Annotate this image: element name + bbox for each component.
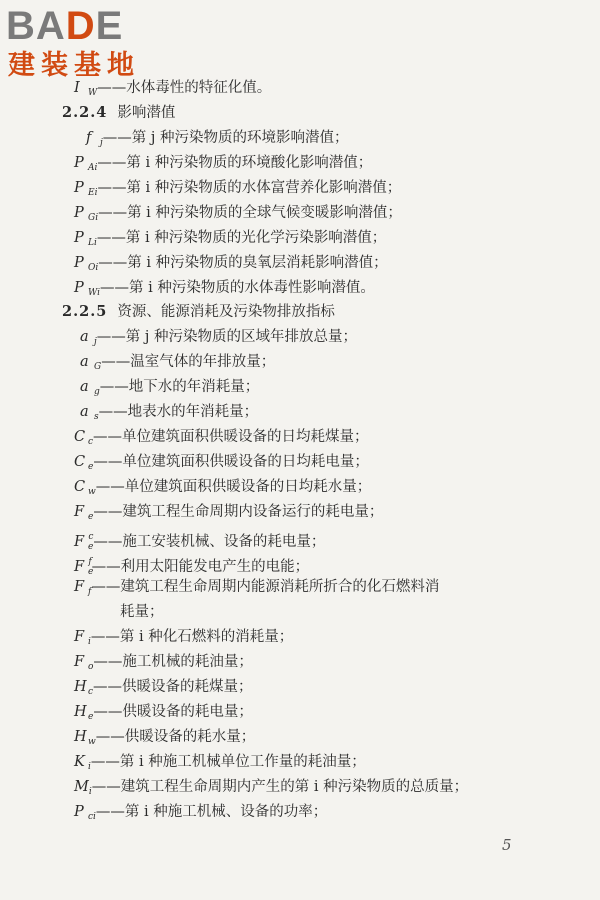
definition-text: ——第 i 种施工机械、设备的功率；	[95, 804, 328, 820]
symbol: f	[86, 130, 92, 146]
section-heading	[62, 302, 335, 322]
symbol: C	[74, 454, 86, 470]
symbol-subscript: i	[88, 762, 91, 772]
definition-line	[74, 178, 401, 203]
definition-text: ——第 i 种污染物质的光化学污染影响潜值；	[96, 230, 387, 246]
symbol: P	[74, 280, 84, 296]
definition-line	[74, 577, 439, 602]
symbol-subscript: g	[94, 387, 100, 397]
definition-text: ——第 j 种污染物质的环境影响潜值；	[102, 130, 349, 146]
definition-line	[80, 377, 259, 402]
symbol-subscript: w	[88, 737, 96, 747]
definition-text: ——利用太阳能发电产生的电能；	[91, 559, 310, 575]
definition-line	[74, 677, 253, 702]
section-title: 影响潜值	[117, 105, 176, 121]
page-number: 5	[502, 836, 512, 854]
symbol-subscript: i	[88, 637, 91, 647]
symbol: a	[80, 329, 89, 345]
symbol-subscript: j	[100, 138, 103, 148]
symbol: F	[74, 654, 85, 670]
definition-line	[74, 228, 386, 253]
definition-text: ——第 i 种污染物质的水体富营养化影响潜值；	[97, 180, 402, 196]
logo-wordmark: BADE	[6, 4, 124, 48]
symbol: K	[74, 754, 85, 770]
definition-text: ——施工安装机械、设备的耗电量；	[93, 534, 326, 550]
definition-line	[74, 427, 369, 452]
symbol: a	[80, 354, 89, 370]
definition-continuation	[120, 602, 164, 622]
definition-line	[74, 253, 388, 278]
symbol-subscript: i	[88, 787, 92, 797]
definition-text: ——地下水的年消耗量；	[99, 379, 260, 395]
definition-line	[80, 402, 258, 427]
definition-text: ——建筑工程生命周期内设备运行的耗电量；	[93, 504, 384, 520]
definition-text: ——第 j 种污染物质的区域年排放总量；	[96, 329, 358, 345]
symbol: M	[74, 779, 89, 795]
symbol-subscript: Ei	[88, 188, 98, 198]
symbol-subscript: s	[94, 412, 99, 422]
symbol: P	[74, 230, 84, 246]
symbol-subscript: Ai	[88, 163, 98, 173]
section-heading	[62, 103, 175, 123]
symbol-subscript: e	[88, 462, 94, 472]
definition-text: ——建筑工程生命周期内能源消耗所折合的化石燃料消	[91, 579, 440, 595]
section-number: 2.2.4	[62, 104, 108, 121]
symbol-subscript: c	[88, 437, 94, 447]
symbol-subscript: j	[94, 337, 97, 347]
definition-line	[74, 802, 327, 827]
definition-text: ——第 i 种污染物质的水体毒性影响潜值。	[99, 280, 375, 296]
symbol-subscript: o	[88, 662, 94, 672]
definition-line	[74, 502, 383, 527]
definition-text: 耗量；	[120, 604, 164, 620]
definition-line	[74, 777, 468, 802]
definition-line	[74, 477, 371, 502]
definition-text: ——供暖设备的耗电量；	[93, 704, 253, 720]
definition-text: ——第 i 种施工机械单位工作量的耗油量；	[90, 754, 366, 770]
definition-text: ——第 i 种污染物质的臭氧层消耗影响潜值；	[98, 255, 388, 271]
definition-line	[74, 702, 253, 727]
definition-line	[80, 352, 275, 377]
definition-line	[74, 452, 369, 477]
definition-line	[74, 652, 253, 677]
definition-text: ——第 i 种污染物质的全球气候变暖影响潜值；	[98, 205, 402, 221]
symbol-subscript: e	[88, 512, 94, 522]
definition-text: ——单位建筑面积供暖设备的日均耗煤量；	[93, 429, 369, 445]
symbol: I	[74, 80, 80, 96]
definition-text: ——供暖设备的耗水量；	[95, 729, 256, 745]
symbol-subscript: w	[88, 487, 96, 497]
symbol: F	[74, 579, 85, 595]
definition-text: ——温室气体的年排放量；	[101, 354, 276, 370]
symbol-subscript: f	[88, 587, 92, 597]
definition-line	[74, 752, 366, 777]
symbol: F	[74, 559, 85, 575]
definition-text: ——第 i 种污染物质的环境酸化影响潜值；	[97, 155, 373, 171]
symbol: a	[80, 379, 89, 395]
symbol: P	[74, 804, 84, 820]
definition-text: ——单位建筑面积供暖设备的日均耗电量；	[93, 454, 369, 470]
symbol-subscript: G	[94, 362, 102, 372]
symbol: P	[74, 205, 84, 221]
definition-line	[80, 327, 357, 352]
definition-line	[74, 78, 271, 103]
symbol-subscript: e	[88, 567, 94, 577]
definition-text: ——第 i 种化石燃料的消耗量；	[90, 629, 294, 645]
definition-text: ——建筑工程生命周期内产生的第 i 种污染物质的总质量；	[91, 779, 469, 795]
symbol: H	[74, 729, 87, 745]
definition-line	[74, 278, 375, 303]
symbol-superscript: f	[88, 557, 92, 567]
definition-text: ——单位建筑面积供暖设备的日均耗水量；	[95, 479, 372, 495]
symbol-subscript: e	[88, 542, 94, 552]
symbol-superscript: c	[88, 532, 94, 542]
definition-line	[86, 128, 349, 153]
definition-text: ——地表水的年消耗量；	[98, 404, 259, 420]
symbol-subscript: c	[88, 687, 94, 697]
symbol-subscript: Li	[88, 238, 97, 248]
symbol-subscript: Gi	[88, 213, 99, 223]
symbol-subscript: ci	[88, 812, 96, 822]
logo-subtitle: 建装基地	[8, 50, 140, 81]
symbol: F	[74, 504, 85, 520]
section-title: 资源、能源消耗及污染物排放指标	[117, 304, 335, 320]
symbol: a	[80, 404, 89, 420]
symbol: C	[74, 429, 86, 445]
symbol: H	[74, 679, 87, 695]
symbol: P	[74, 180, 84, 196]
symbol: F	[74, 629, 85, 645]
definition-line	[74, 627, 293, 652]
symbol: H	[74, 704, 87, 720]
symbol: F	[74, 534, 85, 550]
definition-text: ——施工机械的耗油量；	[93, 654, 253, 670]
symbol: P	[74, 155, 84, 171]
symbol-subscript: Oi	[88, 263, 99, 273]
symbol-subscript: W	[88, 88, 98, 98]
definition-text: ——供暖设备的耗煤量；	[93, 679, 253, 695]
section-number: 2.2.5	[62, 303, 108, 320]
definition-line	[74, 153, 372, 178]
definition-text: ——水体毒性的特征化值。	[97, 80, 272, 96]
definition-line	[74, 203, 402, 228]
symbol-subscript: e	[88, 712, 94, 722]
symbol: P	[74, 255, 84, 271]
symbol: C	[74, 479, 86, 495]
definition-line	[74, 727, 255, 752]
symbol-subscript: Wi	[88, 288, 100, 298]
